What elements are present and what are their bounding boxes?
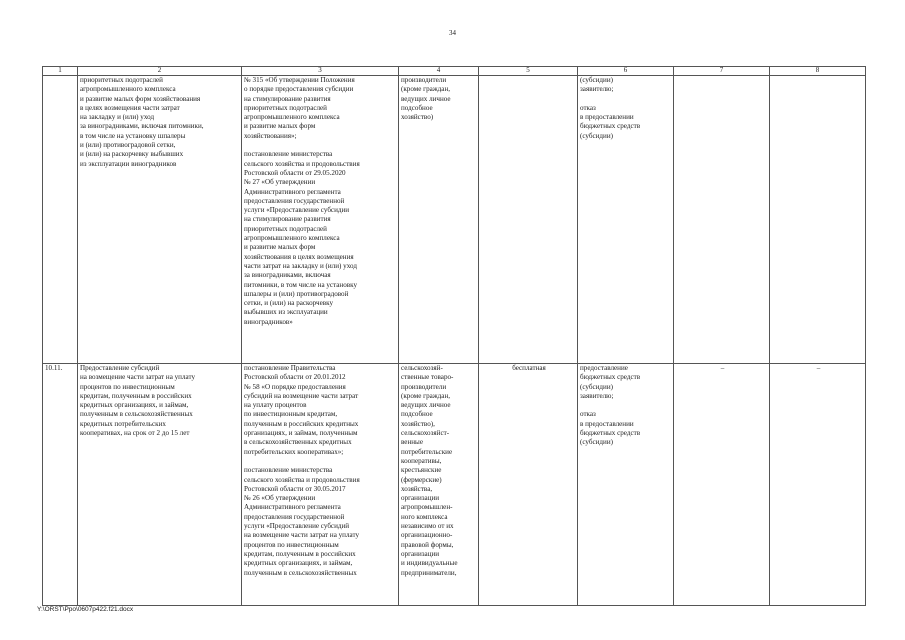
column-number: 6 [578, 67, 674, 76]
item-number-cell [43, 76, 78, 364]
applicants-cell: производители (кроме граждан, ведущих личное подсобное хозяйство) [399, 76, 479, 364]
column-8-cell [770, 76, 866, 364]
file-path-footer: Y:\ORST\Ppo\0607p422.f21.docx [37, 606, 134, 613]
result-cell: предоставление бюджетных средств (субсидии) заявителю; отказ в предоставлении бюджетных средств (субсидии) [578, 364, 674, 606]
table-row [43, 76, 866, 364]
result-cell: (субсидии) заявителю; отказ в предоставлении бюджетных средств (субсидии) [578, 76, 674, 364]
service-name-cell: приоритетных подотраслей агропромышленного комплекса и развитие малых форм хозяйствования в целях возмещения части затрат на закладку и (или) уход за виноградниками, включая питомники, в том числе на установку шпалеры и (или) противоградовой сетки, и (или) на раскорчевку выбывших из эксплуатации виноградников [78, 76, 242, 364]
cost-cell [479, 76, 578, 364]
table-row [43, 364, 866, 606]
services-table [42, 66, 866, 606]
cost-cell: бесплатная [479, 364, 578, 606]
applicants-cell: сельскохозяй- ственные товаро- производители (кроме граждан, ведущих личное подсобное хозяйство), сельскохозяйст- венные потребительские кооперативы, крестьянские (фермерские) хозяйства, организации агропромышлен- ного комплекса независимо от их организационно- правовой формы, организации и индивидуальные предприниматели, [399, 364, 479, 606]
column-number: 7 [674, 67, 770, 76]
column-8-cell: – [770, 364, 866, 606]
item-number-cell: 10.11. [43, 364, 78, 606]
column-7-cell [674, 76, 770, 364]
legal-basis-cell: постановление Правительства Ростовской области от 20.01.2012 № 58 «О порядке предоставления субсидий на возмещение части затрат на уплату процентов по инвестиционным кредитам, полученным в российских кредитных организациях, и займам, полученным в сельскохозяйственных кредитных потребительских кооперативах»; постановление министерства сельского хозяйства и продовольствия Ростовской области от 30.05.2017 № 26 «Об утверждении Административного регламента предоставления государственной услуги «Предоставление субсидий на возмещение части затрат на уплату процентов по инвестиционным кредитам, полученным в российских кредитных организациях, и займам, полученным в сельскохозяйственных [242, 364, 399, 606]
column-number: 1 [43, 67, 78, 76]
column-number: 4 [399, 67, 479, 76]
column-number: 2 [78, 67, 242, 76]
service-name-cell: Предоставление субсидий на возмещение части затрат на уплату процентов по инвестиционным кредитам, полученным в российских кредитных организациях, и займам, полученным в сельскохозяйственных кредитных потребительских кооперативах, на срок от 2 до 15 лет [78, 364, 242, 606]
column-number: 5 [479, 67, 578, 76]
column-number: 3 [242, 67, 399, 76]
legal-basis-cell: № 315 «Об утверждении Положения о порядке предоставления субсидии на стимулирование развития приоритетных подотраслей агропромышленного комплекса и развитие малых форм хозяйствования»; постановление министерства сельского хозяйства и продовольствия Ростовской области от 29.05.2020 № 27 «Об утверждении Административного регламента предоставления государственной услуги «Предоставление субсидии на стимулирование развития приоритетных подотраслей агропромышленного комплекса и развитие малых форм хозяйствования в целях возмещения части затрат на закладку и (или) уход за виноградниками, включая питомники, в том числе на установку шпалеры и (или) противоградовой сетки, и (или) на раскорчевку выбывших из эксплуатации виноградников» [242, 76, 399, 364]
column-number: 8 [770, 67, 866, 76]
column-number-row [43, 67, 866, 76]
column-7-cell: – [674, 364, 770, 606]
page-number: 34 [449, 29, 456, 37]
